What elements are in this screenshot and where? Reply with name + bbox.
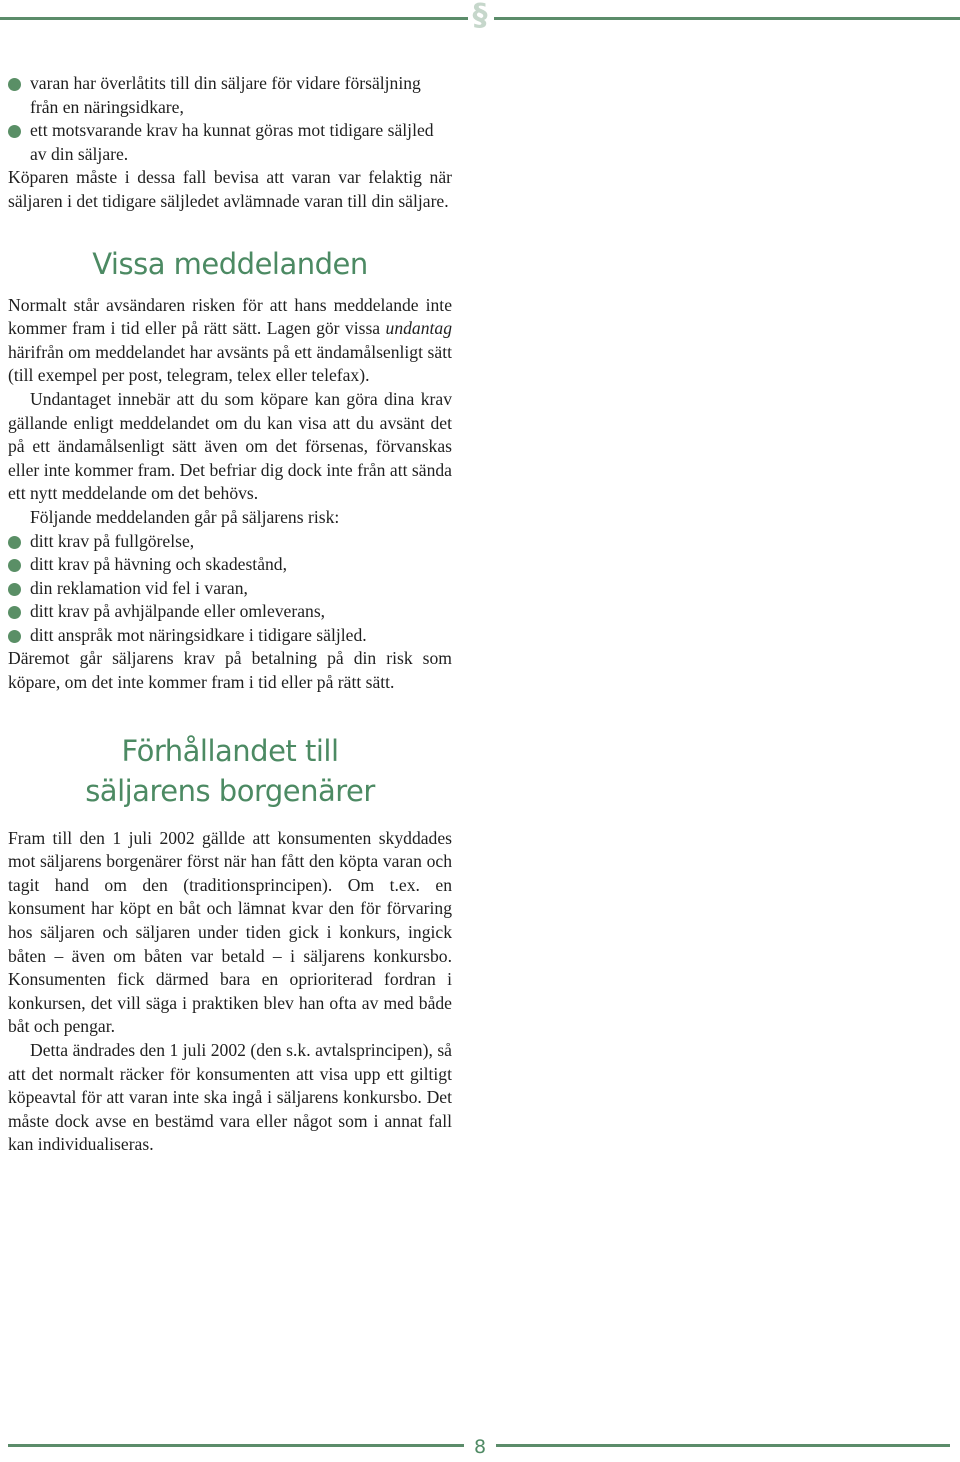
list-item: ditt anspråk mot näringsidkare i tidigare säljled. [8, 624, 452, 648]
header-rule-left [0, 17, 468, 20]
paragraph-foljande: Följande meddelanden går på säljarens risk: [30, 506, 340, 527]
paragraph-daremot: Däremot går säljarens krav på betalning på din risk som köpare, om det inte kommer fram i tid eller på rätt sätt. [8, 648, 452, 693]
bullet-dot-icon [8, 559, 21, 572]
footer-rule-left [8, 1444, 464, 1447]
list-item: varan har överlåtits till din säljare för vidare försäljning från en näringsidkare, [8, 72, 452, 119]
section-heading-forhallandet: Förhållandet till säljarens borgenärer [85, 733, 375, 808]
paragraph-avtalsprincipen: Detta ändrades den 1 juli 2002 (den s.k. avtalsprincipen), så att det normalt räcker för konsumenten att visa upp ett giltigt köpeavtal för att varan inte ska ingå i säljarens konkursbo. Det måste dock avse en bestämd vara eller något som i annat fall kan individualiseras. [8, 1040, 452, 1155]
page-number: 8 [473, 1436, 487, 1458]
list-item: ditt krav på avhjälpande eller omleverans, [8, 600, 452, 624]
paragraph-traditionsprincipen: Fram till den 1 juli 2002 gällde att konsumenten skyddades mot säljarens borgenärer först när han fått den köpta varan och tagit hand om den (traditionsprincipen). Om t.ex. en konsument har köpt en båt och lämnat kvar den för förvaring hos säljaren och säljaren under tiden gick i konkurs, ingick båten – även om båten var betald – i säljarens konkursbo. Konsumenten fick därmed bara en oprioriterad fordran i konkursen, det vill säga i praktiken blev han ofta av med både båt och pengar. [8, 827, 452, 1037]
bullet-dot-icon [8, 536, 21, 549]
list-item: din reklamation vid fel i varan, [8, 577, 452, 601]
intro-bullet-list [8, 72, 452, 166]
footer-rule-right [496, 1444, 950, 1447]
list-item: ditt krav på fullgörelse, [8, 530, 452, 554]
text-column [8, 72, 452, 1157]
paragraph-undantaget: Undantaget innebär att du som köpare kan göra dina krav gällande enligt meddelandet om du kan visa att du avsänt det på ett ändamålsenligt sätt även om det försenas, förvanskas eller inte kommer fram. Det befriar dig dock inte från att sända ett nytt meddelande om det behövs. [8, 388, 452, 504]
bullet-dot-icon [8, 583, 21, 596]
paragraph-risk: Normalt står avsändaren risken för att hans meddelande inte kommer fram i tid eller på rätt sätt. Lagen gör vissa undantag härifrån om meddelandet har avsänts på ett ändamålsenligt sätt (till exempel per post, telegram, telex eller telefax). [8, 294, 452, 386]
bullet-dot-icon [8, 125, 21, 138]
list-item: ditt krav på hävning och skadestånd, [8, 553, 452, 577]
section-symbol: § [472, 0, 488, 33]
intro-paragraph: Köparen måste i dessa fall bevisa att varan var felaktig när säljaren i det tidigare säljledet avlämnade varan till din säljare. [8, 167, 452, 211]
bullet-dot-icon [8, 78, 21, 91]
bullet-dot-icon [8, 630, 21, 643]
bullet-dot-icon [8, 606, 21, 619]
emphasis-undantag: undantag [385, 318, 452, 339]
section-heading-vissa-meddelanden: Vissa meddelanden [92, 246, 368, 281]
message-bullet-list [8, 530, 452, 648]
list-item: ett motsvarande krav ha kunnat göras mot tidigare säljled av din säljare. [8, 119, 452, 166]
header-rule-right [494, 17, 960, 20]
